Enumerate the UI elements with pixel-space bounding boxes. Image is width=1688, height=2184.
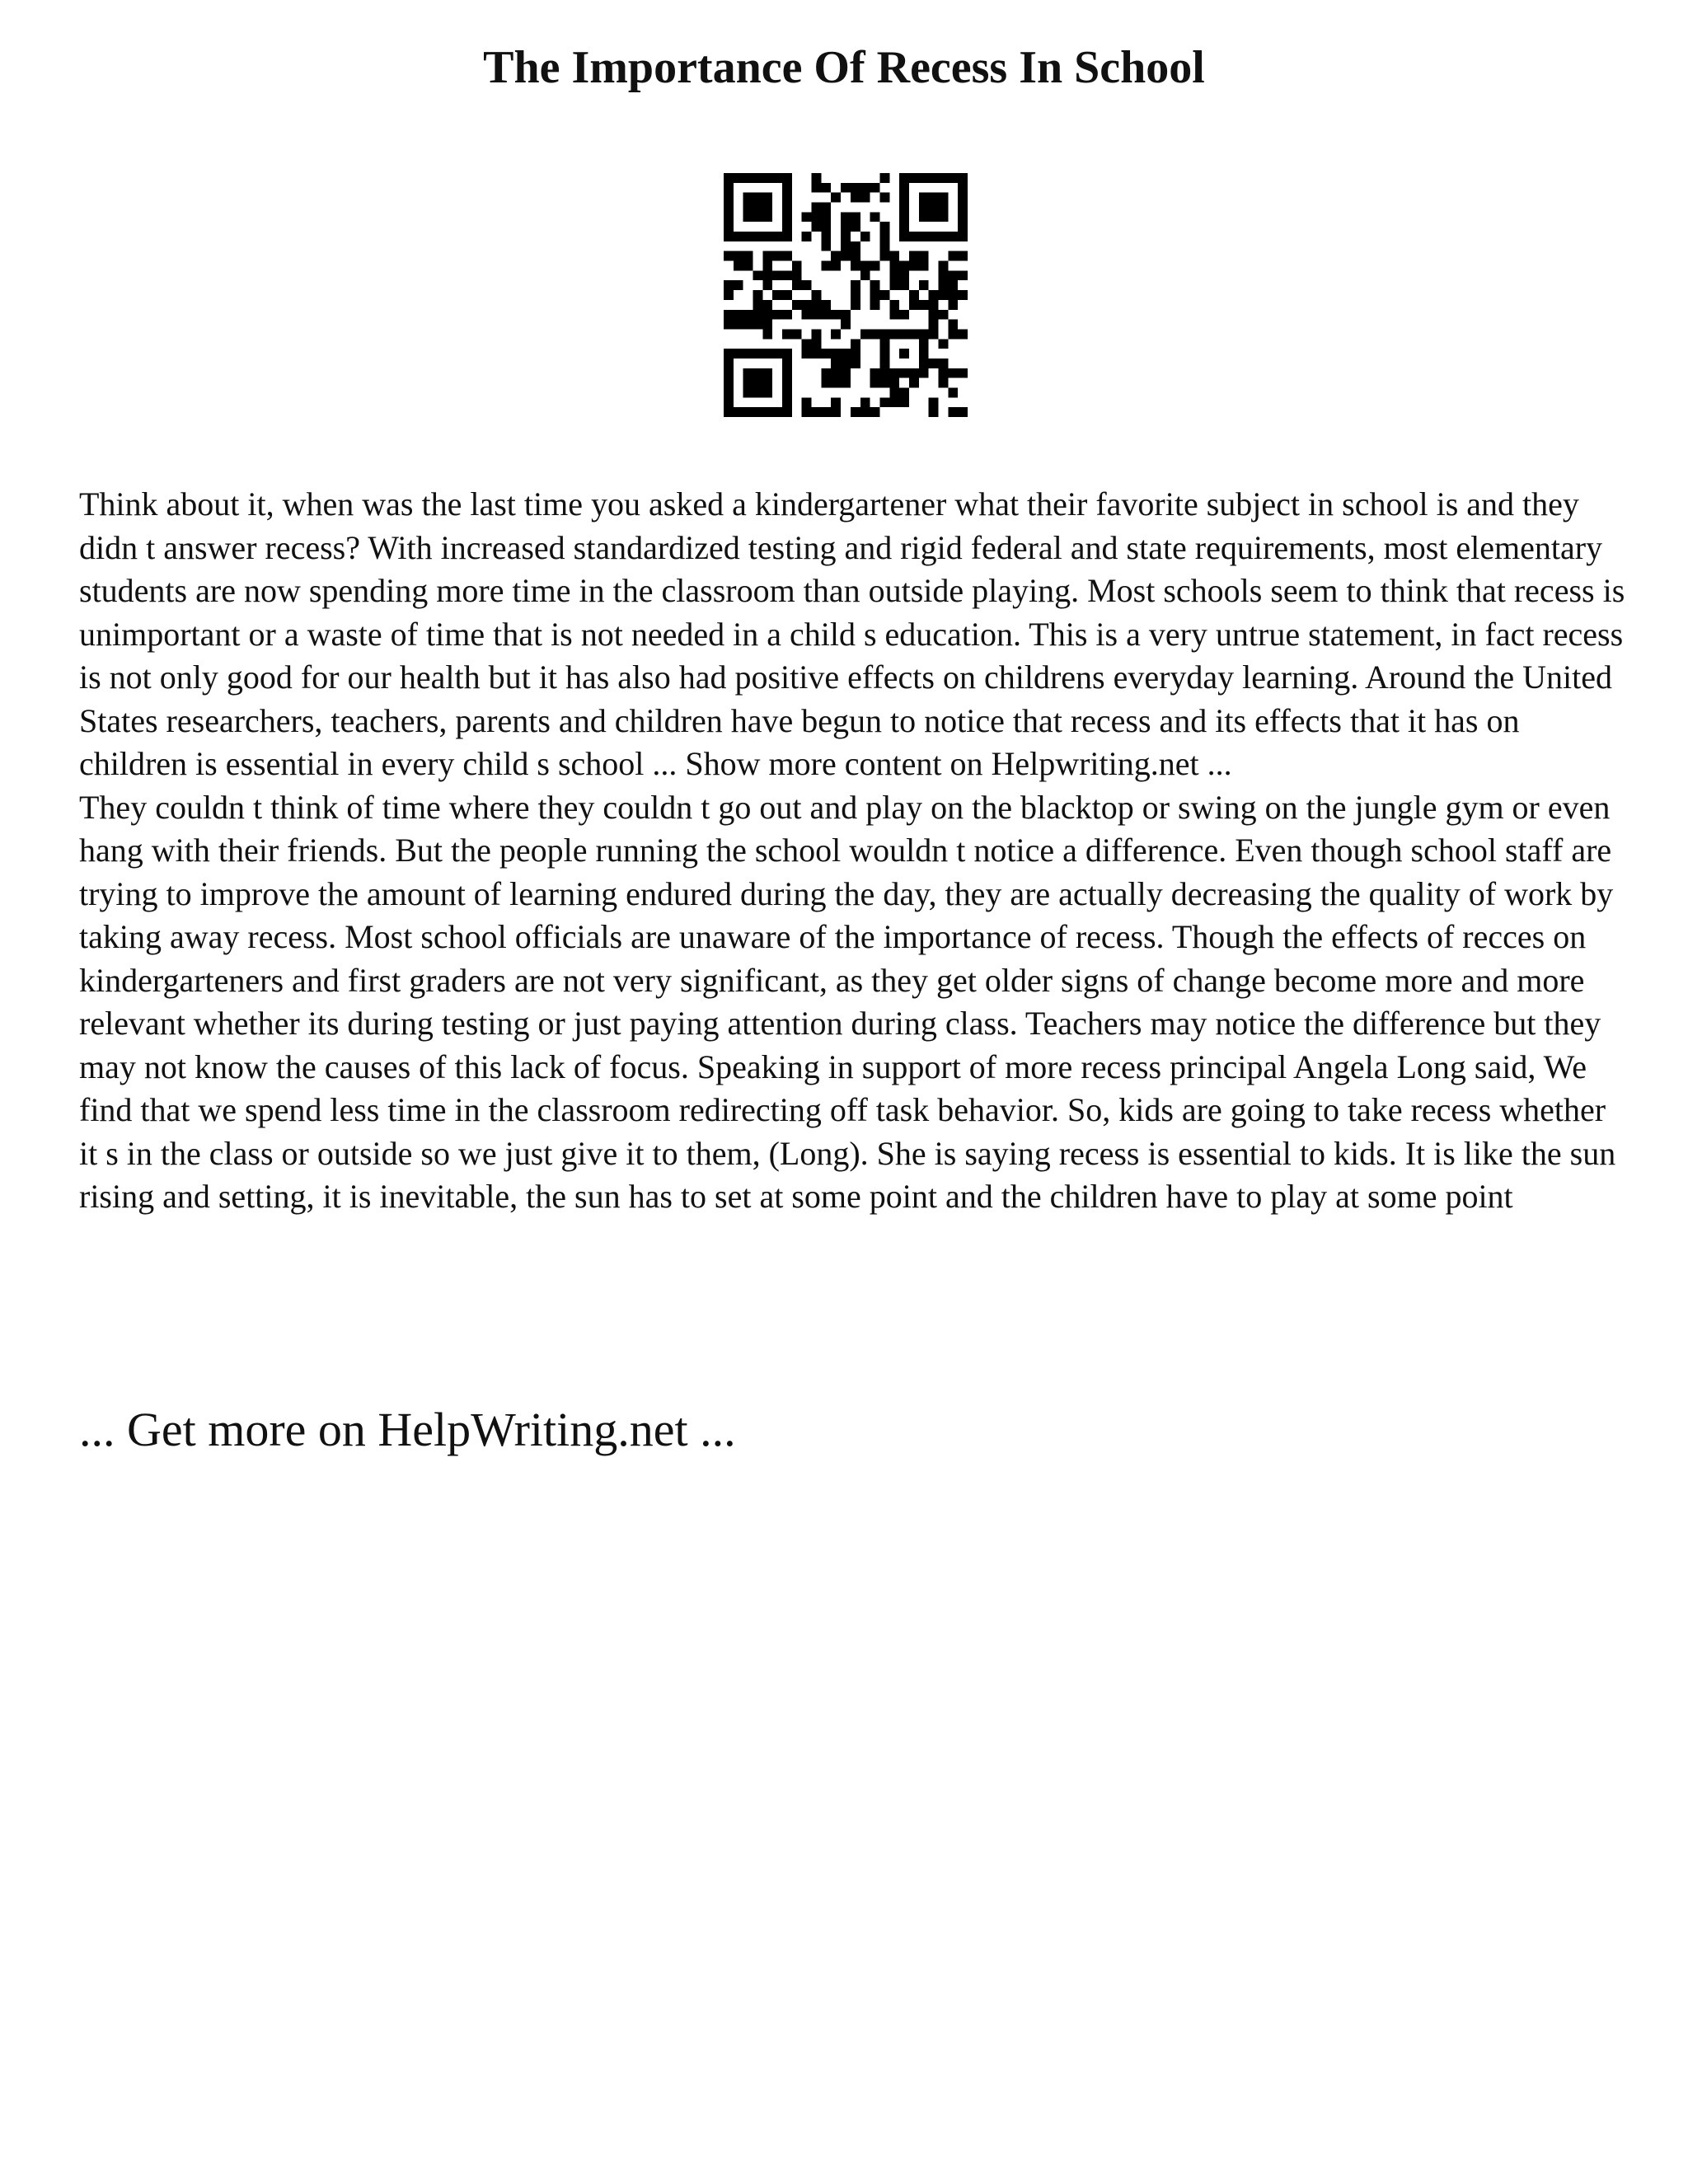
page-title: The Importance Of Recess In School [483, 42, 1205, 93]
paragraph: Think about it, when was the last time you asked a kindergartener what their favorite subject in school is and they didn t answer recess? With increased standardized testing and rigid federal and state requirements, most elementary students are now spending more time in the classroom than outside playing. Most schools seem to think that recess is unimportant or a waste of time that is not needed in a child s education. This is a very untrue statement, in fact recess is not only good for our health but it has also had positive effects on childrens everyday learning. Around the United States researchers, teachers, parents and children have begun to notice that recess and its effects that it has on children is essential in every child s school ... Show more content on Helpwriting.net ... [79, 485, 1625, 782]
paragraph: They couldn t think of time where they couldn t go out and play on the blacktop or swing on the jungle gym or even hang with their friends. But the people running the school wouldn t notice a difference. Even though school staff are trying to improve the amount of learning endured during the day, they are actually decreasing the quality of work by taking away recess. Most school officials are unaware of the importance of recess. Though the effects of recces on kindergarteners and first graders are not very significant, as they get older signs of change become more and more relevant whether its during testing or just paying attention during class. Teachers may notice the difference but they may not know the causes of this lack of focus. Speaking in support of more recess principal Angela Long said, We find that we spend less time in the classroom redirecting off task behavior. So, kids are going to take recess whether it s in the class or outside so we just give it to them, (Long). She is saying recess is essential to kids. It is like the sun rising and setting, it is inevitable, the sun has to set at some point and the children have to play at some point [79, 788, 1616, 1215]
qr-code-icon [724, 173, 968, 417]
article-body [79, 483, 1629, 1219]
get-more-link[interactable]: ... Get more on HelpWriting.net ... [79, 1403, 736, 1456]
